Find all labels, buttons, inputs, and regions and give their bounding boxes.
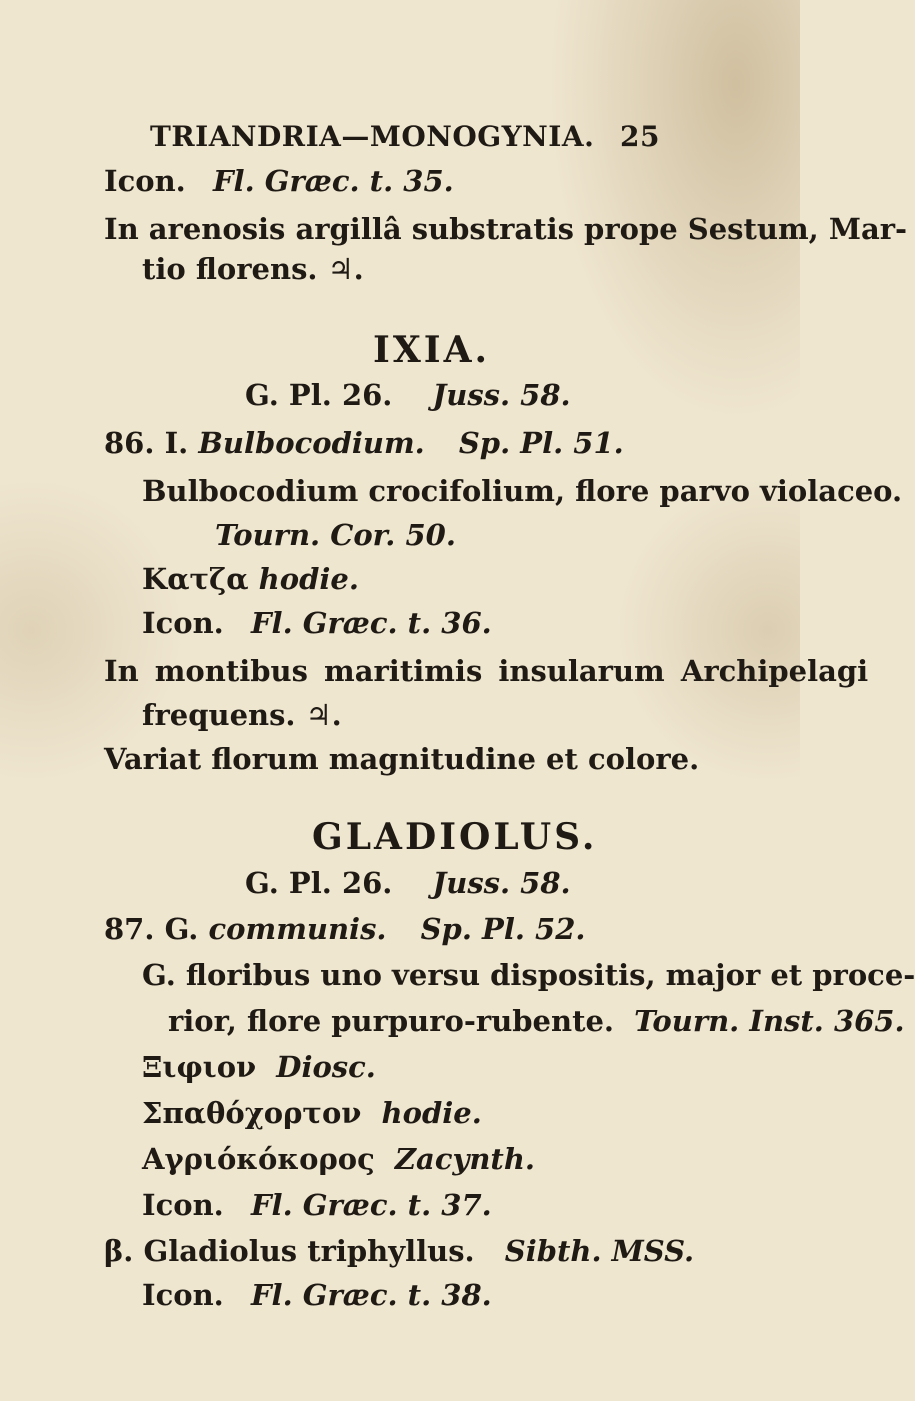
species-87-modern-name: Σπαθόχορτον hodie. — [142, 1096, 482, 1130]
genus-ixia-references: G. Pl. 26. Juss. 58. — [245, 378, 571, 412]
icon-reference-3: Icon. Fl. Græc. t. 37. — [142, 1188, 492, 1222]
genus-heading-ixia: IXIA. — [373, 329, 491, 371]
page-number: 25 — [620, 120, 660, 153]
species-87-description-line-2: rior, flore purpuro-rubente. Tourn. Inst. 365. — [168, 1004, 905, 1038]
variation-note: Variat florum magnitudine et colore. — [104, 742, 700, 776]
species-86-modern-name: Κατζα hodie. — [142, 562, 359, 596]
habitat-1-line-1: In arenosis argillâ substratis prope Sestum, Mar- — [104, 212, 908, 246]
header-title: TRIANDRIA—MONOGYNIA. — [150, 120, 595, 153]
icon-reference-1: Icon. Fl. Græc. t. 35. — [104, 164, 454, 198]
habitat-2-line-2: frequens. ♃. — [142, 698, 342, 732]
icon-reference-2: Icon. Fl. Græc. t. 36. — [142, 606, 492, 640]
species-87-description-line-1: G. floribus uno versu dispositis, major et proce- — [142, 958, 915, 992]
species-86-heading: 86. I. Bulbocodium. Sp. Pl. 51. — [104, 426, 624, 460]
genus-heading-gladiolus: GLADIOLUS. — [312, 816, 598, 858]
variety-beta-heading: β. Gladiolus triphyllus. Sibth. MSS. — [104, 1234, 695, 1268]
icon-reference-4: Icon. Fl. Græc. t. 38. — [142, 1278, 492, 1312]
species-87-heading: 87. G. communis. Sp. Pl. 52. — [104, 912, 586, 946]
species-86-tournefort: Tourn. Cor. 50. — [215, 518, 456, 552]
species-86-description: Bulbocodium crocifolium, flore parvo violaceo. — [142, 474, 903, 508]
habitat-1-line-2: tio florens. ♃. — [142, 252, 364, 286]
habitat-2-line-1: In montibus maritimis insularum Archipelagi — [104, 654, 869, 688]
species-87-zante-name: Αγριόκόκορος Zacynth. — [142, 1142, 536, 1176]
species-87-ancient-name: Ξιφιον Diosc. — [142, 1050, 376, 1084]
genus-gladiolus-references: G. Pl. 26. Juss. 58. — [245, 866, 571, 900]
running-header — [150, 120, 660, 154]
